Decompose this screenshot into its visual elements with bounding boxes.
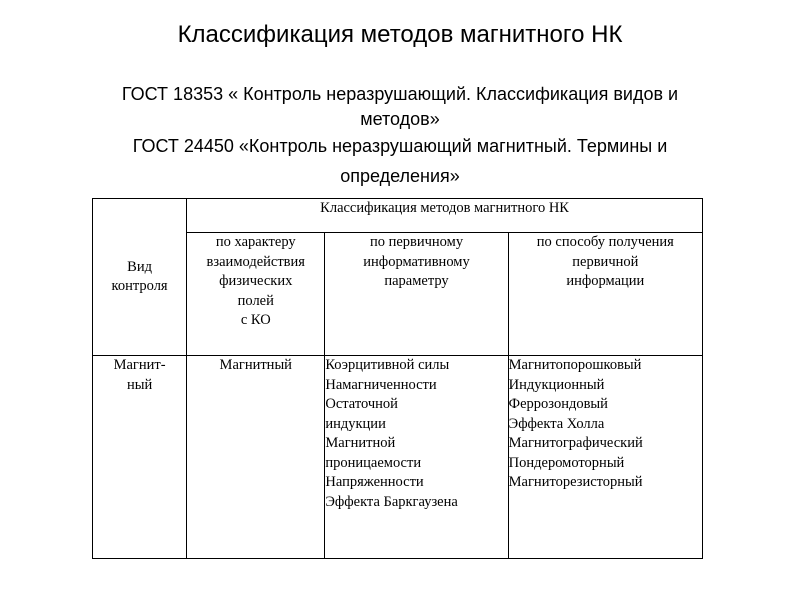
gost-24450-tail: определения» (340, 166, 460, 186)
gost-18353-reference: ГОСТ 18353 « Контроль неразрушающий. Классификация видов и методов» (121, 84, 679, 129)
cell-line: ный (126, 376, 153, 393)
header-line: по характеру (215, 234, 296, 251)
list-item: Магниторезисторный (508, 474, 643, 491)
list-item: Остаточной (325, 396, 398, 413)
table-row (93, 356, 703, 559)
slide-title: Классификация методов магнитного НК (177, 21, 623, 48)
list-item: Пондеромоторный (508, 454, 625, 471)
list-item: Напряженности (325, 474, 424, 491)
header-line: полей (237, 292, 274, 309)
list-item: Феррозондовый (508, 396, 608, 413)
header-line: информации (566, 273, 645, 290)
cell-line: Магнит- (113, 357, 166, 374)
parameters-cell (325, 356, 508, 559)
header-line: Вид (127, 258, 152, 275)
classification-group-header: Классификация методов магнитного НК (187, 199, 703, 233)
header-line: по способу получения (536, 234, 674, 251)
header-line: взаимодействия (206, 253, 305, 270)
list-item: Эффекта Холла (508, 415, 605, 432)
interaction-cell: Магнитный (187, 356, 325, 559)
classification-table (92, 198, 703, 559)
header-line: контроля (111, 278, 168, 295)
list-item: Эффекта Баркгаузена (325, 493, 458, 510)
header-line: с КО (240, 312, 271, 329)
header-line: информативному (363, 253, 470, 270)
interaction-header (187, 233, 325, 356)
list-item: Магнитографический (508, 435, 643, 452)
vid-kontrolya-header (93, 199, 187, 356)
list-item: Намагниченности (325, 376, 437, 393)
table-header-row (93, 199, 703, 233)
header-line: физических (219, 273, 293, 290)
header-line: по первичному (369, 234, 464, 251)
list-item: проницаемости (325, 454, 422, 471)
list-item: Магнитной (325, 435, 396, 452)
list-item: Коэрцитивной силы (325, 357, 450, 374)
method-header (508, 233, 702, 356)
list-item: Индукционный (508, 376, 605, 393)
gost-24450-reference (80, 134, 720, 189)
list-item: Магнитопорошковый (508, 357, 642, 374)
vid-cell (93, 356, 187, 559)
standards-subtitle (80, 82, 720, 189)
methods-cell (508, 356, 702, 559)
list-item: индукции (325, 415, 386, 432)
header-line: первичной (572, 253, 639, 270)
header-line: параметру (384, 273, 449, 290)
gost-24450-main: ГОСТ 24450 «Контроль неразрушающий магнитный. Термины и (132, 136, 668, 156)
parameter-header (325, 233, 508, 356)
